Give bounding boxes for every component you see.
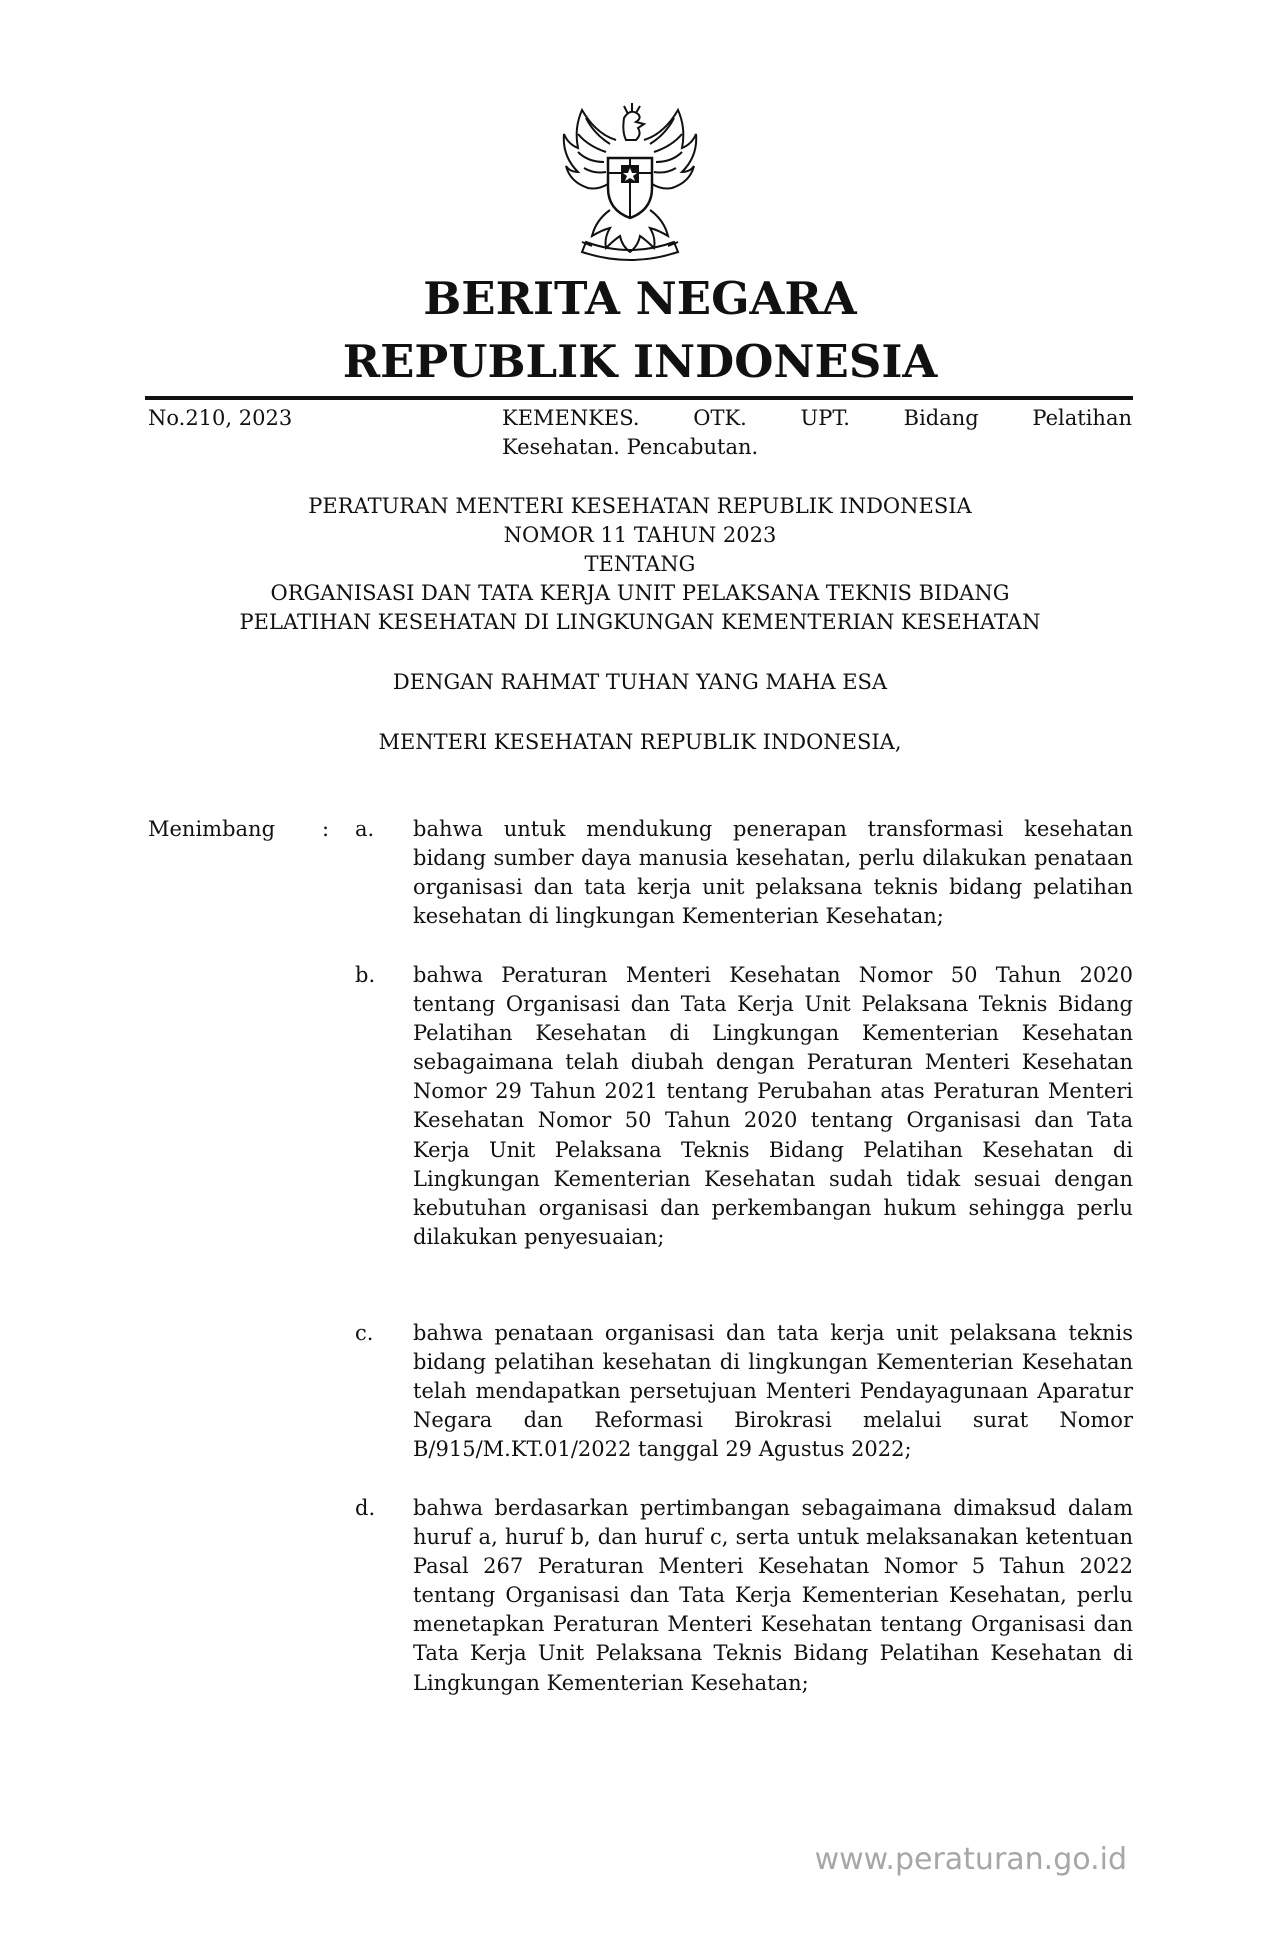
gazette-category-line2: Kesehatan. Pencabutan. [502, 435, 759, 459]
regulation-subject-line1: ORGANISASI DAN TATA KERJA UNIT PELAKSANA TEKNIS BIDANG [270, 581, 1010, 605]
list-item-text: bahwa penataan organisasi dan tata kerja unit pelaksana teknis bidang pelatihan kesehatan di lingkungan Kementerian Kesehatan telah mendapatkan persetujuan Menteri Pendayagunaan Aparatur Negara dan Reformasi Birokrasi melalui surat Nomor B/915/M.KT.01/2022 tanggal 29 Agustus 2022; [413, 1321, 1133, 1462]
header-divider [145, 396, 1133, 400]
list-item-text: bahwa Peraturan Menteri Kesehatan Nomor 50 Tahun 2020 tentang Organisasi dan Tata Kerja Unit Pelaksana Teknis Bidang Pelatihan Kesehatan di Lingkungan Kementerian Kesehatan sebagaimana telah diubah dengan Peraturan Menteri Kesehatan Nomor 29 Tahun 2021 tentang Perubahan atas Peraturan Menteri Kesehatan Nomor 50 Tahun 2020 tentang Organisasi dan Tata Kerja Unit Pelaksana Teknis Bidang Pelatihan Kesehatan di Lingkungan Kementerian Kesehatan sudah tidak sesuai dengan kebutuhan organisasi dan perkembangan hukum sehingga perlu dilakukan penyesuaian; [413, 963, 1133, 1249]
considerations-colon: : [322, 817, 330, 841]
footer-url: www.peraturan.go.id [814, 1842, 1127, 1877]
list-item-letter: a. [355, 817, 375, 841]
page-title-line1: BERITA NEGARA [423, 272, 857, 325]
list-item-letter: d. [355, 1496, 376, 1520]
list-item-letter: c. [355, 1321, 374, 1345]
gazette-number: No.210, 2023 [148, 406, 293, 430]
garuda-emblem-icon [550, 100, 710, 265]
page-title-line2: REPUBLIK INDONESIA [342, 335, 938, 388]
list-item-text: bahwa berdasarkan pertimbangan sebagaimana dimaksud dalam huruf a, huruf b, dan huruf c, serta untuk melaksanakan ketentuan Pasal 267 Peraturan Menteri Kesehatan Nomor 5 Tahun 2022 tentang Organisasi dan Tata Kerja Kementerian Kesehatan, perlu menetapkan Peraturan Menteri Kesehatan tentang Organisasi dan Tata Kerja Unit Pelaksana Teknis Bidang Pelatihan Kesehatan di Lingkungan Kementerian Kesehatan; [413, 1496, 1133, 1695]
considerations-label: Menimbang [148, 817, 276, 841]
preamble-minister: MENTERI KESEHATAN REPUBLIK INDONESIA, [378, 730, 902, 754]
regulation-about: TENTANG [584, 552, 696, 576]
list-item-text: bahwa untuk mendukung penerapan transformasi kesehatan bidang sumber daya manusia kesehatan, perlu dilakukan penataan organisasi dan tata kerja unit pelaksana teknis bidang pelatihan kesehatan di lingkungan Kementerian Kesehatan; [413, 817, 1133, 929]
regulation-title: PERATURAN MENTERI KESEHATAN REPUBLIK INDONESIA [308, 494, 972, 518]
gazette-category-line1: KEMENKES. OTK. UPT. Bidang Pelatihan [502, 406, 1132, 430]
preamble-blessing: DENGAN RAHMAT TUHAN YANG MAHA ESA [392, 670, 888, 694]
list-item-letter: b. [355, 963, 376, 987]
regulation-subject-line2: PELATIHAN KESEHATAN DI LINGKUNGAN KEMENTERIAN KESEHATAN [239, 610, 1041, 634]
regulation-number: NOMOR 11 TAHUN 2023 [503, 523, 777, 547]
